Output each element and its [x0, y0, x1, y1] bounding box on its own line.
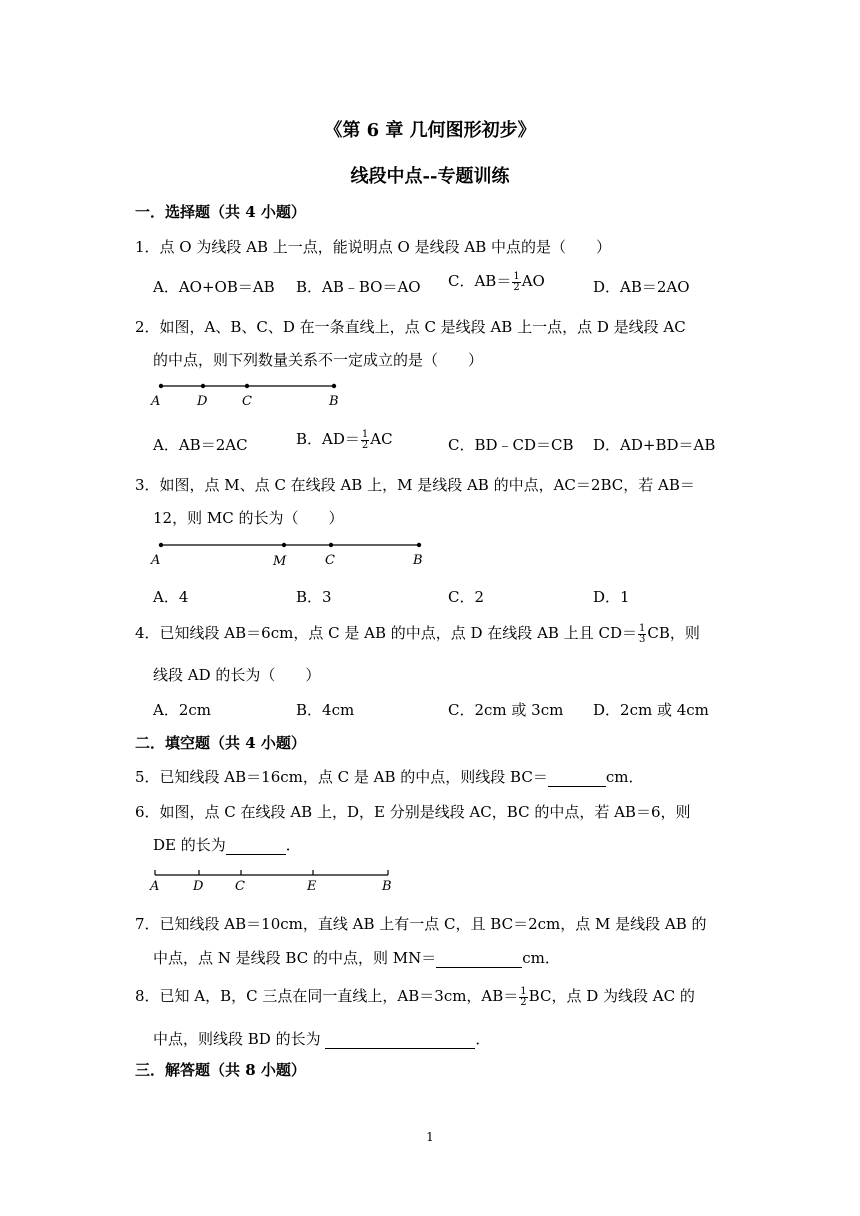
q6-blank[interactable] — [226, 836, 286, 855]
q2-point-b — [332, 384, 336, 388]
q3-figure — [145, 536, 440, 572]
q4-line1-pre: 4．已知线段 AB＝6cm，点 C 是 AB 的中点，点 D 在线段 AB 上且 CD＝ — [135, 624, 637, 642]
q1-option-c — [448, 270, 545, 293]
q4-option-b: B．4cm — [296, 701, 355, 719]
q2-label-d: D — [197, 394, 208, 409]
q3-label-c: C — [325, 553, 335, 568]
page-title: 《第 6 章 几何图形初步》 — [324, 120, 536, 141]
q4-option-c: C．2cm 或 3cm — [448, 701, 564, 719]
q1-option-b: B．AB﹣BO＝AO — [296, 278, 421, 296]
q3-option-b: B．3 — [296, 588, 332, 606]
page-number: 1 — [426, 1130, 434, 1144]
q8-line2-post: ． — [475, 1030, 491, 1048]
q3-option-d: D．1 — [593, 588, 630, 606]
q7-line2-pre: 中点，点 N 是线段 BC 的中点，则 MN＝ — [153, 949, 437, 967]
q4-line1 — [135, 622, 700, 645]
q6-line1: 6．如图，点 C 在线段 AB 上，D，E 分别是线段 AC，BC 的中点，若 AB＝6，则 — [135, 803, 691, 821]
q2-point-d — [201, 384, 205, 388]
q8-blank[interactable] — [325, 1030, 475, 1049]
q7-line1: 7．已知线段 AB＝10cm，直线 AB 上有一点 C，且 BC＝2cm，点 M 是线段 AB 的 — [135, 915, 707, 933]
q2-line1: 2．如图，A、B、C、D 在一条直线上，点 C 是线段 AB 上一点，点 D 是线段 AC — [135, 318, 686, 336]
q3-point-b — [417, 543, 421, 547]
fraction-half: $\frac{1}{2}$ — [520, 985, 527, 1008]
q3-label-b: B — [413, 553, 423, 568]
q6-line2-pre: DE 的长为 — [153, 836, 226, 854]
q5-pre: 5．已知线段 AB＝16cm，点 C 是 AB 的中点，则线段 BC＝ — [135, 768, 548, 786]
q2-figure — [145, 376, 355, 412]
q7-blank[interactable] — [436, 949, 522, 968]
q3-point-c — [329, 543, 333, 547]
q1-option-c-post: AO — [521, 272, 545, 290]
q6-label-e: E — [307, 879, 317, 894]
q6-label-b: B — [382, 879, 392, 894]
q2-option-b — [296, 428, 393, 451]
q5-text — [135, 766, 643, 787]
q2-label-c: C — [242, 394, 252, 409]
page-subtitle: 线段中点--专题训练 — [350, 166, 510, 187]
section-fill: 二．填空题（共 4 小题） — [135, 734, 306, 752]
q6-line2-post: ． — [285, 836, 301, 854]
q4-option-a: A．2cm — [153, 701, 212, 719]
q8-line1 — [135, 985, 695, 1008]
q2-option-d: D．AD+BD＝AB — [593, 436, 716, 454]
q3-label-m: M — [273, 554, 287, 569]
q6-label-c: C — [235, 879, 245, 894]
q2-option-a: A．AB＝2AC — [153, 436, 248, 454]
q4-line1-post: CB，则 — [647, 624, 700, 642]
q3-line2: 12，则 MC 的长为（ ） — [153, 509, 344, 527]
q6-label-a: A — [150, 879, 160, 894]
q1-option-a: A．AO+OB＝AB — [153, 278, 275, 296]
q8-line1-pre: 8．已知 A，B，C 三点在同一直线上，AB＝3cm，AB＝ — [135, 987, 519, 1005]
q5-blank[interactable] — [548, 768, 606, 787]
q3-point-a — [159, 543, 163, 547]
fraction-third: $\frac{1}{3}$ — [638, 622, 646, 645]
q8-line2 — [153, 1028, 490, 1049]
section-choice: 一．选择题（共 4 小题） — [135, 203, 306, 221]
q2-point-c — [245, 384, 249, 388]
q5-post: cm． — [605, 768, 644, 786]
q8-line1-post: BC，点 D 为线段 AC 的 — [528, 987, 695, 1005]
q7-line2-post: cm． — [522, 949, 560, 967]
q1-option-d: D．AB＝2AO — [593, 278, 690, 296]
q3-option-a: A．4 — [153, 588, 189, 606]
q1-option-c-pre: C．AB＝ — [448, 272, 512, 290]
q6-figure — [145, 864, 405, 896]
q4-option-d: D．2cm 或 4cm — [593, 701, 709, 719]
q2-point-a — [159, 384, 163, 388]
fraction-half: $\frac{1}{2}$ — [361, 428, 369, 451]
q6-line2 — [153, 834, 301, 855]
q3-option-c: C．2 — [448, 588, 485, 606]
q2-label-a: A — [151, 394, 161, 409]
fraction-half: $\frac{1}{2}$ — [513, 270, 520, 293]
q2-option-b-pre: B．AD＝ — [296, 430, 360, 448]
section-answer: 三．解答题（共 8 小题） — [135, 1061, 306, 1079]
q6-label-d: D — [193, 879, 204, 894]
q1-text: 1．点 O 为线段 AB 上一点，能说明点 O 是线段 AB 中点的是（ ） — [135, 238, 611, 256]
q3-line1: 3．如图，点 M、点 C 在线段 AB 上，M 是线段 AB 的中点，AC＝2BC，若 AB＝ — [135, 476, 695, 494]
q8-line2-pre: 中点，则线段 BD 的长为 — [153, 1030, 326, 1048]
q3-point-m — [282, 543, 286, 547]
q7-line2 — [153, 947, 560, 968]
q4-line2: 线段 AD 的长为（ ） — [153, 666, 321, 684]
q2-line2: 的中点，则下列数量关系不一定成立的是（ ） — [153, 351, 484, 369]
q2-option-b-post: AC — [370, 430, 393, 448]
q2-option-c: C．BD﹣CD＝CB — [448, 436, 574, 454]
q3-label-a: A — [151, 553, 161, 568]
q2-label-b: B — [329, 394, 339, 409]
